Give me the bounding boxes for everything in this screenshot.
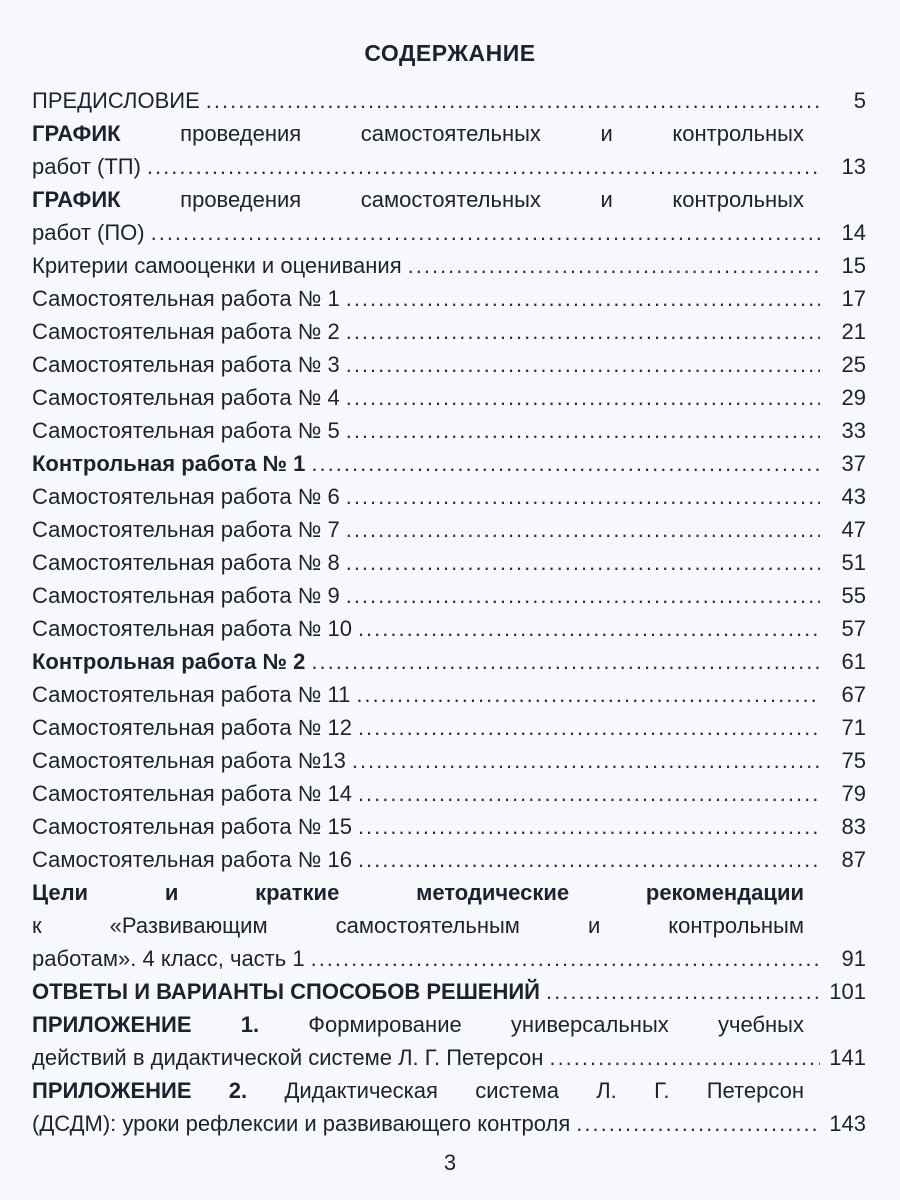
toc-entry-label: работ (ПО) bbox=[32, 220, 145, 245]
toc-entry bbox=[32, 810, 866, 843]
toc-entry-label: Самостоятельная работа № 14 bbox=[32, 781, 352, 806]
toc-entry-text bbox=[32, 711, 352, 744]
toc-entry-label: Дидактическая система Л. Г. Петерсон bbox=[284, 1078, 804, 1103]
toc-entry-text bbox=[32, 1008, 804, 1041]
toc-line bbox=[32, 744, 866, 777]
toc-entry-bold: ГРАФИК bbox=[32, 187, 121, 212]
dot-leader bbox=[576, 1107, 820, 1140]
toc-line bbox=[32, 579, 866, 612]
toc-entry bbox=[32, 183, 866, 249]
toc-entry-text bbox=[32, 612, 352, 645]
dot-leader bbox=[408, 249, 820, 282]
dot-leader bbox=[549, 1041, 820, 1074]
toc-line bbox=[32, 612, 866, 645]
toc-entry bbox=[32, 843, 866, 876]
toc-page-number: 71 bbox=[841, 715, 866, 740]
toc-entry-text bbox=[32, 348, 340, 381]
toc-entry bbox=[32, 381, 866, 414]
toc-entry bbox=[32, 645, 866, 678]
toc-line bbox=[32, 216, 866, 249]
toc-line bbox=[32, 546, 866, 579]
toc-entry-label: Критерии самооценки и оценивания bbox=[32, 253, 402, 278]
toc-entry-text bbox=[32, 909, 804, 942]
toc-entry-text bbox=[32, 249, 402, 282]
toc-page-number: 15 bbox=[841, 253, 866, 278]
toc-entry-text bbox=[32, 414, 340, 447]
toc-line bbox=[32, 711, 866, 744]
toc-page-number: 91 bbox=[841, 946, 866, 971]
toc-entry bbox=[32, 612, 866, 645]
dot-leader bbox=[346, 513, 820, 546]
toc-page-number: 51 bbox=[841, 550, 866, 575]
toc-entry-text bbox=[32, 843, 352, 876]
toc-entry-text bbox=[32, 84, 200, 117]
toc-line bbox=[32, 777, 866, 810]
dot-leader bbox=[311, 447, 820, 480]
toc-line bbox=[32, 909, 866, 942]
toc-entry-label: Формирование универсальных учебных bbox=[308, 1012, 804, 1037]
toc-entry-label: Самостоятельная работа № 16 bbox=[32, 847, 352, 872]
toc-entry bbox=[32, 315, 866, 348]
toc-entry bbox=[32, 975, 866, 1008]
toc-entry-text bbox=[32, 216, 145, 249]
toc-entry-text bbox=[32, 678, 350, 711]
toc-line bbox=[32, 150, 866, 183]
toc-line bbox=[32, 117, 866, 150]
toc-entry-label: работам». 4 класс, часть 1 bbox=[32, 946, 305, 971]
toc-page-number: 141 bbox=[829, 1045, 866, 1070]
toc-line bbox=[32, 843, 866, 876]
toc-line bbox=[32, 810, 866, 843]
toc-entry-text bbox=[32, 447, 305, 480]
toc-page-number: 25 bbox=[841, 352, 866, 377]
toc-entry-text bbox=[32, 150, 141, 183]
toc-entry bbox=[32, 1074, 866, 1140]
toc-line bbox=[32, 513, 866, 546]
page-number: 3 bbox=[443, 1150, 457, 1175]
toc-page-number: 57 bbox=[841, 616, 866, 641]
toc-page-number: 61 bbox=[841, 649, 866, 674]
toc-page-number: 79 bbox=[841, 781, 866, 806]
toc-entry-label: Самостоятельная работа № 11 bbox=[32, 682, 351, 707]
dot-leader bbox=[346, 282, 820, 315]
toc-page-number: 101 bbox=[829, 979, 866, 1004]
toc-page-number: 33 bbox=[841, 418, 866, 443]
toc-entry-text bbox=[32, 777, 352, 810]
toc-entry-label: Самостоятельная работа № 1 bbox=[32, 286, 340, 311]
toc-page-number: 83 bbox=[841, 814, 866, 839]
toc-entry-label: Самостоятельная работа № 9 bbox=[32, 583, 340, 608]
toc-line bbox=[32, 282, 866, 315]
toc-entry-label: ПРЕДИСЛОВИЕ bbox=[32, 88, 200, 113]
dot-leader bbox=[206, 84, 820, 117]
dot-leader bbox=[358, 777, 820, 810]
toc-page-number: 29 bbox=[841, 385, 866, 410]
dot-leader bbox=[358, 711, 820, 744]
toc-entry-label: Самостоятельная работа №13 bbox=[32, 748, 346, 773]
dot-leader bbox=[346, 480, 820, 513]
toc-page-number: 47 bbox=[841, 517, 866, 542]
toc-line bbox=[32, 1074, 866, 1107]
toc-entry-label: проведения самостоятельных и контрольных bbox=[180, 121, 804, 146]
dot-leader bbox=[311, 645, 820, 678]
toc-entry bbox=[32, 711, 866, 744]
toc-entry-label: Самостоятельная работа № 4 bbox=[32, 385, 340, 410]
toc-entry bbox=[32, 546, 866, 579]
toc-entry bbox=[32, 480, 866, 513]
toc-page-number: 87 bbox=[841, 847, 866, 872]
toc-entry-bold: ГРАФИК bbox=[32, 121, 121, 146]
page-title: СОДЕРЖАНИЕ bbox=[364, 40, 536, 66]
toc-entry-bold: ПРИЛОЖЕНИЕ 1. bbox=[32, 1012, 260, 1037]
toc-entry-label: Самостоятельная работа № 2 bbox=[32, 319, 340, 344]
dot-leader bbox=[346, 414, 820, 447]
dot-leader bbox=[358, 612, 820, 645]
toc-line bbox=[32, 315, 866, 348]
toc-entry-text bbox=[32, 744, 346, 777]
toc-line bbox=[32, 678, 866, 711]
toc-line bbox=[32, 381, 866, 414]
dot-leader bbox=[356, 678, 820, 711]
toc-entry-text bbox=[32, 1107, 570, 1140]
toc-line bbox=[32, 183, 866, 216]
toc-entry-text bbox=[32, 579, 340, 612]
dot-leader bbox=[346, 579, 820, 612]
toc-entry-text bbox=[32, 876, 804, 909]
toc-entry-label: Самостоятельная работа № 3 bbox=[32, 352, 340, 377]
toc-page-number: 143 bbox=[829, 1111, 866, 1136]
toc-page-number: 43 bbox=[841, 484, 866, 509]
toc-line bbox=[32, 84, 866, 117]
toc-entry bbox=[32, 777, 866, 810]
toc-entry bbox=[32, 744, 866, 777]
dot-leader bbox=[346, 546, 820, 579]
dot-leader bbox=[346, 315, 820, 348]
dot-leader bbox=[358, 810, 820, 843]
dot-leader bbox=[346, 348, 820, 381]
toc-entry bbox=[32, 84, 866, 117]
toc-entry-text bbox=[32, 975, 540, 1008]
toc-line bbox=[32, 414, 866, 447]
toc-entry bbox=[32, 249, 866, 282]
dot-leader bbox=[352, 744, 820, 777]
toc-entry-text bbox=[32, 942, 305, 975]
toc-entry-label: (ДСДМ): уроки рефлексии и развивающего контроля bbox=[32, 1111, 571, 1136]
toc-page-number: 75 bbox=[841, 748, 866, 773]
toc-line bbox=[32, 645, 866, 678]
toc-entry-label: Самостоятельная работа № 7 bbox=[32, 517, 340, 542]
toc-entry bbox=[32, 678, 866, 711]
toc-entry-label: проведения самостоятельных и контрольных bbox=[180, 187, 804, 212]
toc-page-number: 67 bbox=[841, 682, 866, 707]
toc-entry bbox=[32, 348, 866, 381]
toc-entry-text bbox=[32, 480, 340, 513]
toc-entry-text bbox=[32, 117, 804, 150]
toc-entry-label: Самостоятельная работа № 8 bbox=[32, 550, 340, 575]
dot-leader bbox=[546, 975, 820, 1008]
toc-entry-bold: ПРИЛОЖЕНИЕ 2. bbox=[32, 1078, 248, 1103]
toc-line bbox=[32, 447, 866, 480]
toc-line bbox=[32, 1041, 866, 1074]
dot-leader bbox=[311, 942, 820, 975]
toc-line bbox=[32, 942, 866, 975]
toc-entry-text bbox=[32, 645, 305, 678]
toc-line bbox=[32, 480, 866, 513]
dot-leader bbox=[147, 150, 820, 183]
toc-entry-label: к «Развивающим самостоятельным и контрольным bbox=[32, 913, 804, 938]
dot-leader bbox=[358, 843, 820, 876]
toc-page-number: 37 bbox=[841, 451, 866, 476]
toc-entry-text bbox=[32, 315, 340, 348]
toc-entry-bold: Контрольная работа № 2 bbox=[32, 649, 306, 674]
toc-entry-bold: Цели и краткие методические рекомендации bbox=[32, 880, 804, 905]
toc-entry-text bbox=[32, 183, 804, 216]
toc-entry-text bbox=[32, 810, 352, 843]
toc-entry bbox=[32, 513, 866, 546]
toc-entry bbox=[32, 414, 866, 447]
toc-page-number: 13 bbox=[841, 154, 866, 179]
toc-entry-label: Самостоятельная работа № 15 bbox=[32, 814, 352, 839]
table-of-contents bbox=[32, 84, 866, 1140]
toc-entry bbox=[32, 282, 866, 315]
toc-line bbox=[32, 1107, 866, 1140]
toc-entry-label: работ (ТП) bbox=[32, 154, 141, 179]
toc-entry bbox=[32, 117, 866, 183]
toc-line bbox=[32, 876, 866, 909]
dot-leader bbox=[346, 381, 820, 414]
toc-line bbox=[32, 975, 866, 1008]
toc-page-number: 55 bbox=[841, 583, 866, 608]
toc-entry-text bbox=[32, 282, 340, 315]
toc-entry-label: Самостоятельная работа № 12 bbox=[32, 715, 352, 740]
toc-entry-bold: Контрольная работа № 1 bbox=[32, 451, 306, 476]
toc-entry-label: Самостоятельная работа № 10 bbox=[32, 616, 352, 641]
toc-entry-label: Самостоятельная работа № 5 bbox=[32, 418, 340, 443]
toc-page-number: 14 bbox=[841, 220, 866, 245]
toc-entry bbox=[32, 579, 866, 612]
toc-entry-text bbox=[32, 1041, 543, 1074]
toc-entry-label: действий в дидактической системе Л. Г. Петерсон bbox=[32, 1045, 544, 1070]
toc-page-number: 17 bbox=[841, 286, 866, 311]
dot-leader bbox=[151, 216, 820, 249]
toc-entry bbox=[32, 447, 866, 480]
toc-line bbox=[32, 348, 866, 381]
toc-entry bbox=[32, 1008, 866, 1074]
toc-line bbox=[32, 249, 866, 282]
toc-entry-label: Самостоятельная работа № 6 bbox=[32, 484, 340, 509]
toc-entry-text bbox=[32, 546, 340, 579]
toc-entry-bold: ОТВЕТЫ И ВАРИАНТЫ СПОСОБОВ РЕШЕНИЙ bbox=[32, 979, 540, 1004]
toc-entry-text bbox=[32, 381, 340, 414]
toc-entry-text bbox=[32, 1074, 804, 1107]
toc-line bbox=[32, 1008, 866, 1041]
toc-page-number: 5 bbox=[853, 88, 866, 113]
toc-entry-text bbox=[32, 513, 340, 546]
toc-entry bbox=[32, 876, 866, 975]
toc-page-number: 21 bbox=[841, 319, 866, 344]
